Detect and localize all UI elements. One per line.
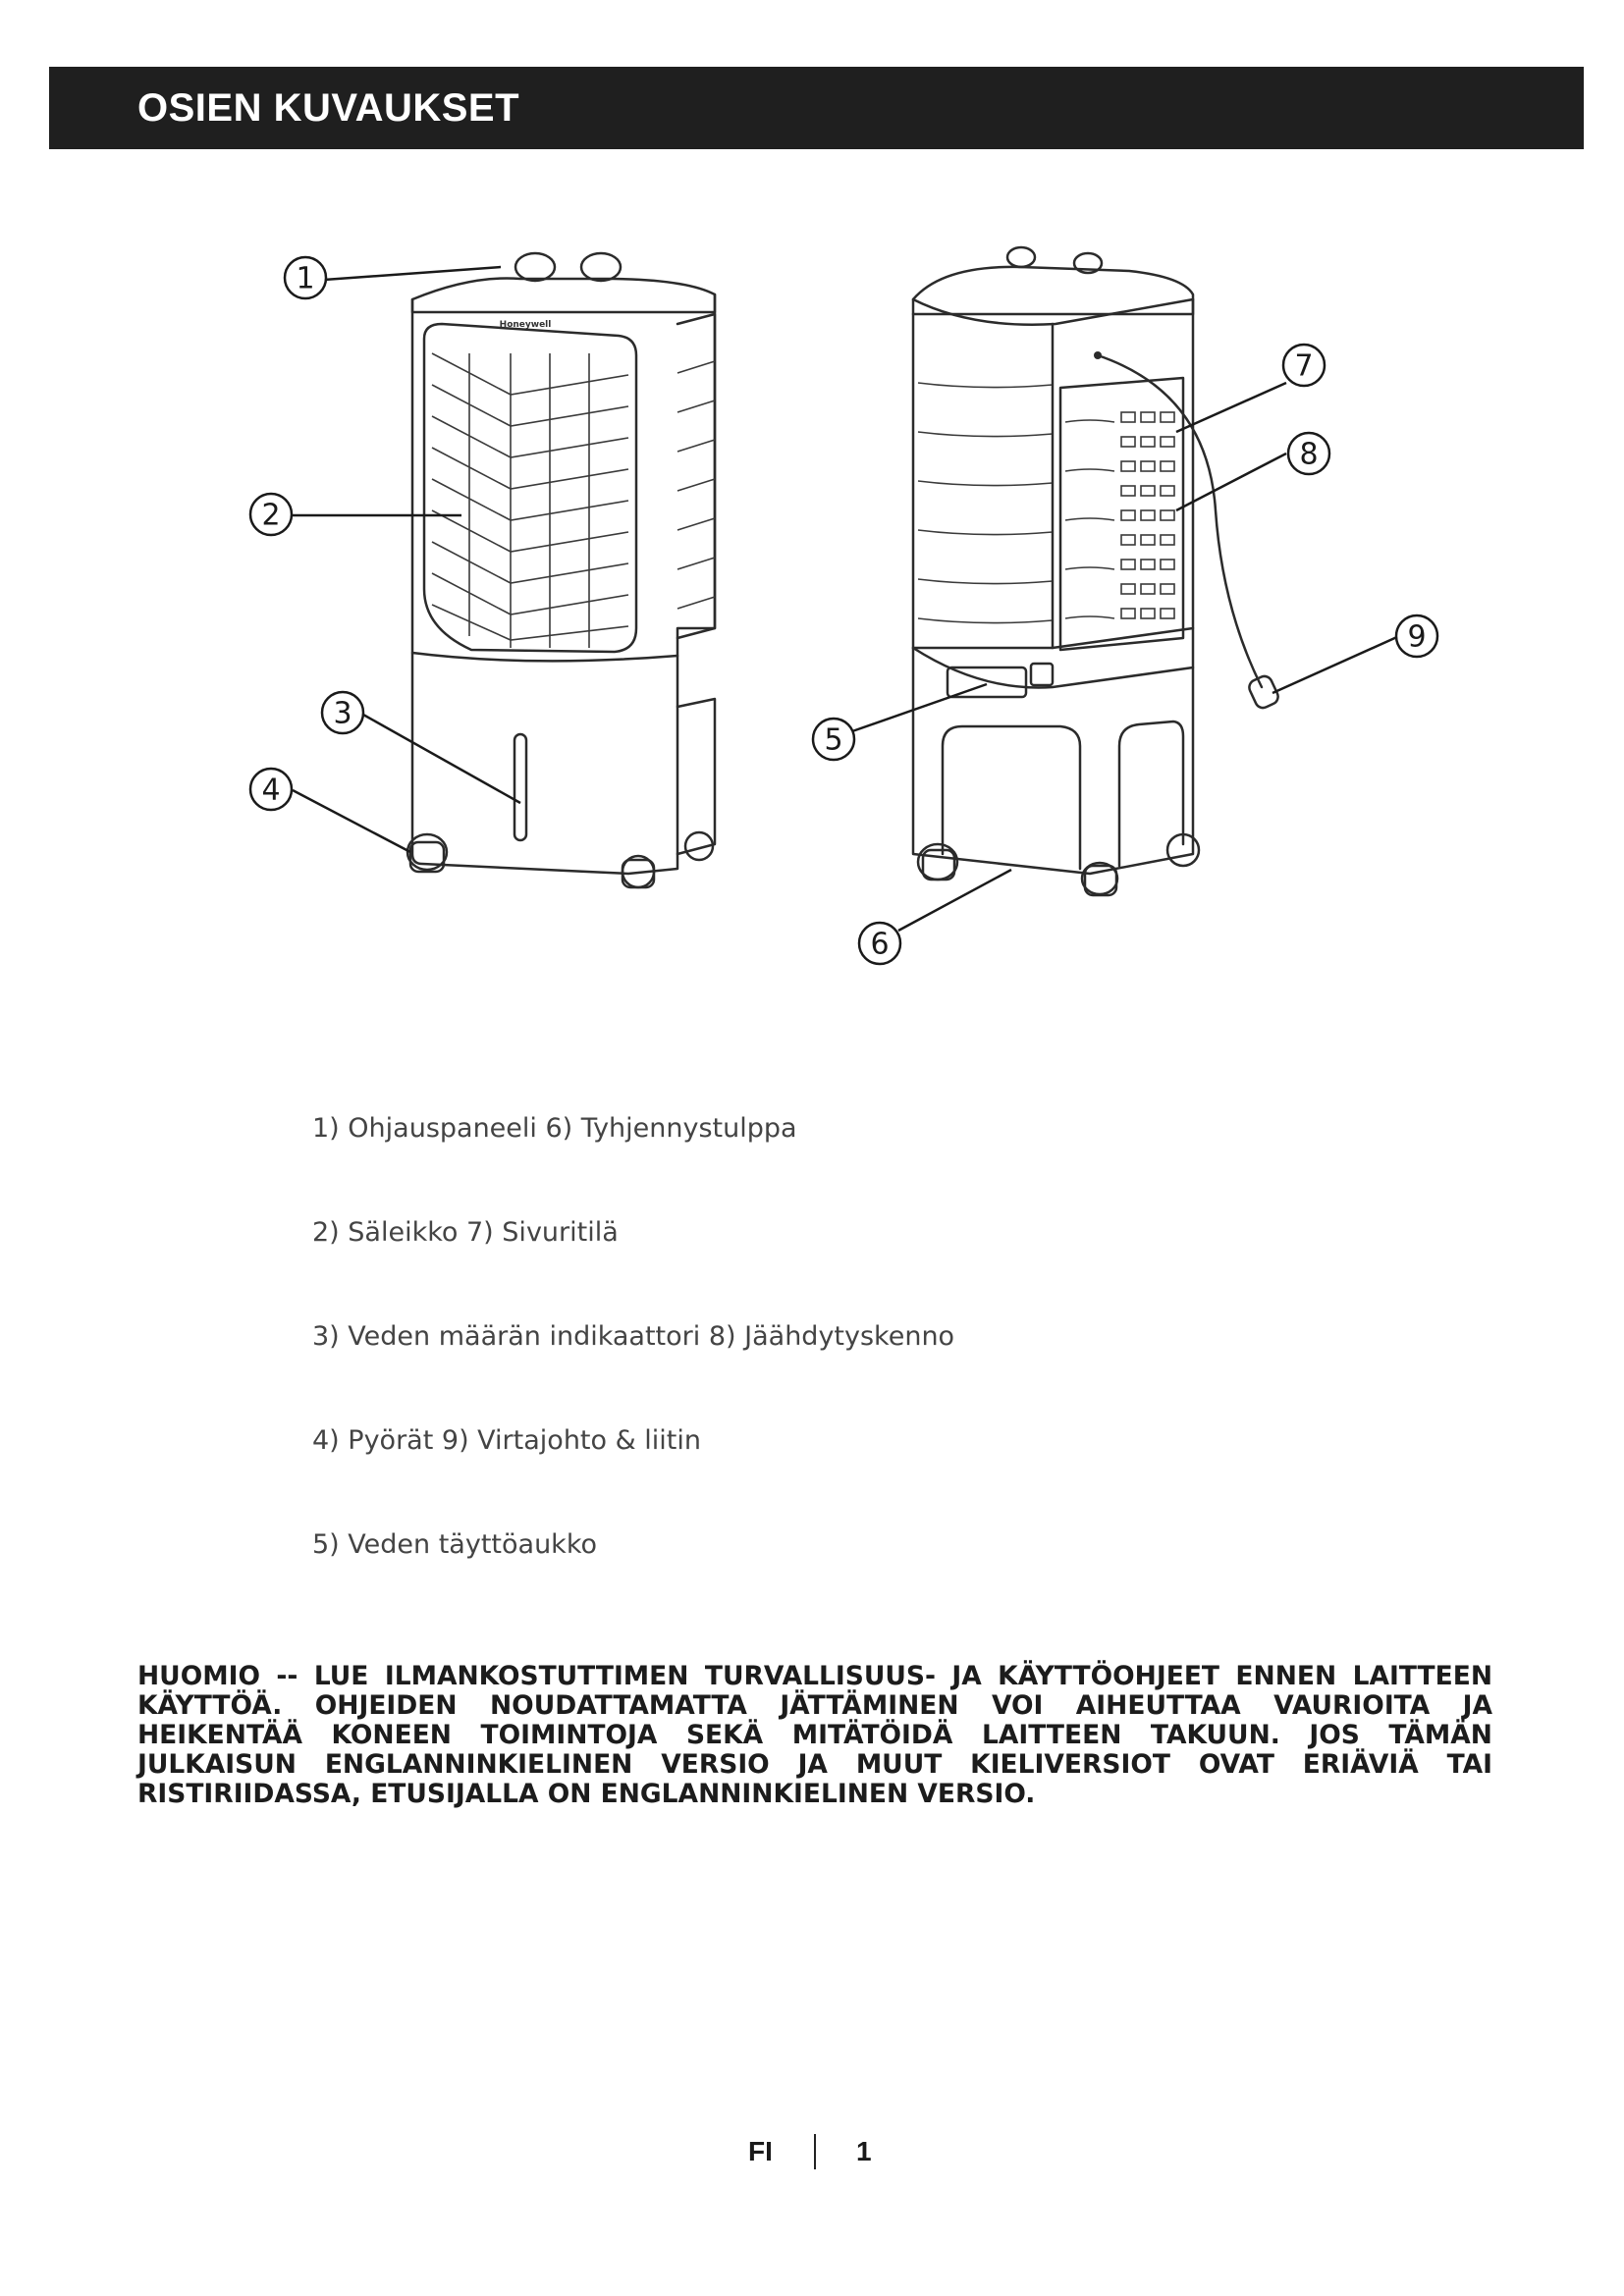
parts-legend-row: [312, 1109, 1392, 1213]
callout-4: [250, 769, 292, 810]
callout-7: [1283, 345, 1325, 386]
callout-3: [322, 692, 363, 733]
svg-text:7: 7: [1294, 348, 1314, 384]
parts-legend-text: 3) Veden määrän indikaattori 8) Jäähdytyskenno: [312, 1321, 955, 1352]
callout-9: [1396, 615, 1437, 657]
parts-legend-text: 4) Pyörät 9) Virtajohto & liitin: [312, 1425, 701, 1456]
svg-text:6: 6: [870, 927, 890, 962]
svg-text:4: 4: [261, 773, 281, 808]
svg-text:1: 1: [296, 261, 315, 296]
air-cooler-illustration: [0, 0, 1624, 1041]
parts-legend: [312, 1109, 1392, 1629]
page-footer: [0, 2132, 1624, 2171]
callout-8: [1288, 433, 1329, 474]
callout-2: [250, 494, 292, 535]
page-number: 1: [856, 2136, 872, 2166]
parts-legend-row: [312, 1525, 1392, 1629]
parts-legend-text: 1) Ohjauspaneeli 6) Tyhjennystulppa: [312, 1113, 797, 1144]
parts-legend-row: [312, 1317, 1392, 1421]
parts-legend-row: [312, 1213, 1392, 1317]
front-view-cooler: [407, 253, 715, 887]
callout-1: [285, 257, 326, 298]
svg-text:3: 3: [333, 696, 352, 731]
svg-text:5: 5: [824, 722, 843, 758]
footer-language-code: FI: [748, 2136, 773, 2166]
safety-notice: HUOMIO -- LUE ILMANKOSTUTTIMEN TURVALLISUUS- JA KÄYTTÖOHJEET ENNEN LAITTEEN KÄYTTÖÄ. OHJEIDEN NOUDATTAMATTA JÄTTÄMINEN VOI AIHEUTTAA VAURIOITA JA HEIKENTÄÄ KONEEN TOIMINTOJA SEKÄ MITÄTÖIDÄ LAITTEEN TAKUUN. JOS TÄMÄN JULKAISUN ENGLANNINKIELINEN VERSIO JA MUUT KIELIVERSIOT OVAT ERIÄVIÄ TAI RISTIRIIDASSA, ETUSIJALLA ON ENGLANNINKIELINEN VERSIO.: [137, 1661, 1492, 1809]
parts-diagram: [0, 0, 1624, 1041]
parts-legend-text: 2) Säleikko 7) Sivuritilä: [312, 1217, 619, 1248]
section-title: OSIEN KUVAUKSET: [137, 86, 520, 130]
parts-legend-row: [312, 1421, 1392, 1525]
footer-divider: [814, 2134, 816, 2169]
svg-text:9: 9: [1407, 619, 1427, 655]
back-view-cooler: [913, 247, 1280, 895]
callout-5: [813, 719, 854, 760]
brand-logo: Honeywell: [499, 320, 552, 330]
parts-legend-text: 5) Veden täyttöaukko: [312, 1529, 598, 1560]
svg-text:2: 2: [261, 498, 281, 533]
callout-6: [859, 923, 900, 964]
svg-text:8: 8: [1299, 437, 1319, 472]
